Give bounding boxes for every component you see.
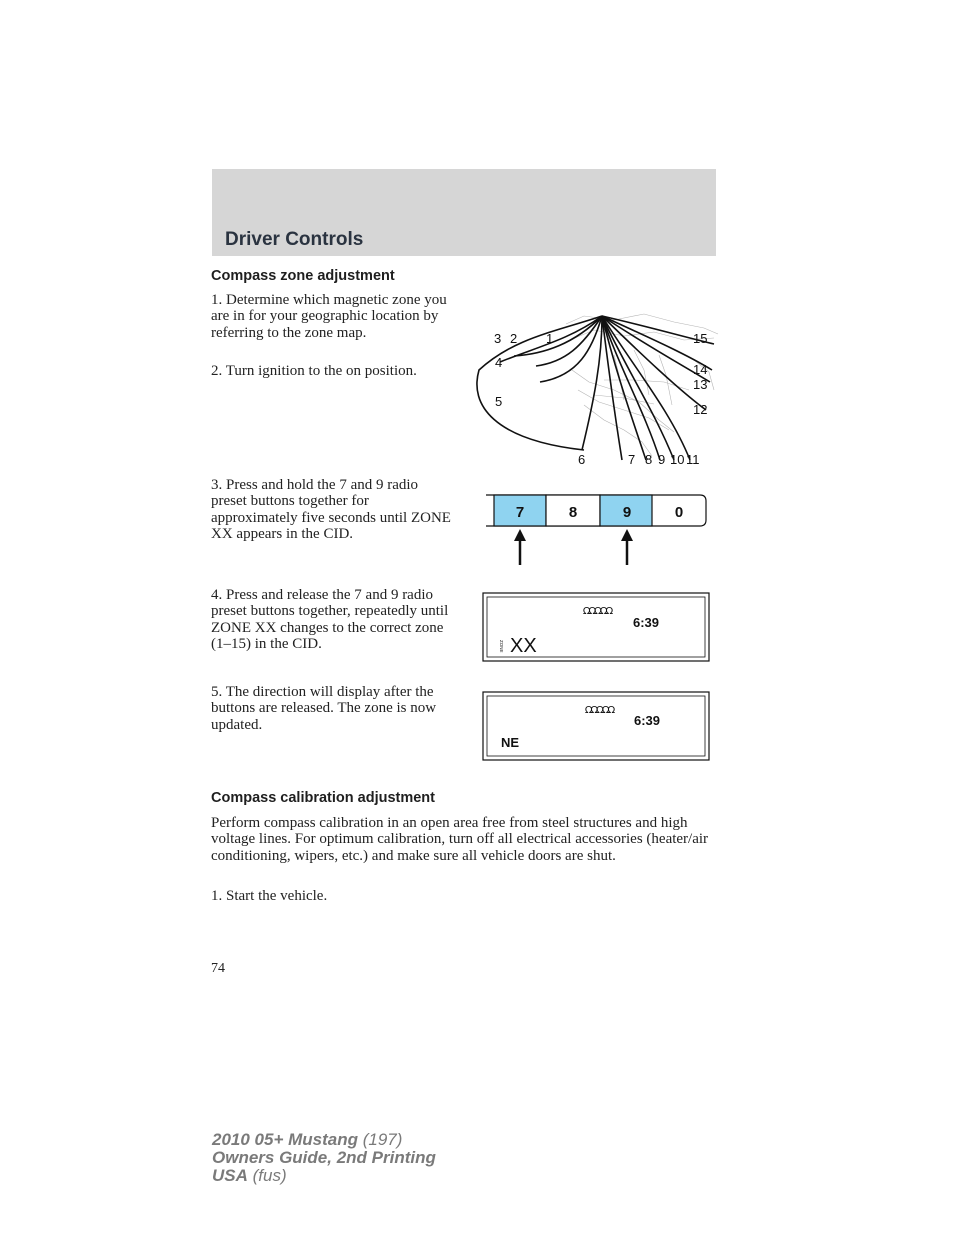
footer-model: 2010 05+ Mustang	[212, 1130, 358, 1149]
zone-label: 7	[628, 452, 636, 467]
section-heading-calibration: Compass calibration adjustment	[211, 790, 435, 806]
preset-label-7: 7	[515, 504, 525, 521]
zone-label: 5	[495, 394, 503, 409]
page-number: 74	[211, 961, 225, 976]
step-5: 5. The direction will display after the buttons are released. The zone is now updated.	[211, 684, 437, 733]
signal-indicator: ΩΩΩΩΩ	[582, 606, 612, 617]
zone-label: 12	[693, 402, 708, 417]
section-heading-zone: Compass zone adjustment	[211, 268, 395, 284]
cid-display-direction	[482, 691, 710, 761]
preset-label-9: 9	[622, 504, 632, 521]
footer-region: USA	[212, 1166, 248, 1185]
zone-label: 6	[578, 452, 586, 467]
signal-indicator: ΩΩΩΩΩ	[584, 705, 614, 716]
cid-time: 6:39	[634, 713, 661, 728]
zone-label: 10	[670, 452, 685, 467]
arrow-up-icon	[514, 529, 526, 565]
step-1: 1. Determine which magnetic zone you are in for your geographic location by referring to the zone map.	[211, 292, 447, 341]
footer-region-code: (fus)	[252, 1166, 287, 1185]
zone-label: 2	[510, 331, 518, 346]
calibration-paragraph: Perform compass calibration in an open area free from steel structures and high voltage lines. For optimum calibration, turn off all electrical accessories (heater/air conditioning, wipers, etc.) and make sure all vehicle doors are shut.	[211, 815, 709, 864]
zone-label: 13	[693, 377, 708, 392]
zone-label: 9	[658, 452, 666, 467]
preset-buttons-figure	[484, 492, 710, 572]
zone-label: 8	[645, 452, 653, 467]
calibration-step-1: 1. Start the vehicle.	[211, 888, 328, 904]
zone-caption: ZONE	[499, 640, 504, 653]
zone-label: 3	[494, 331, 502, 346]
zone-label: 15	[693, 331, 708, 346]
preset-label-0: 0	[674, 504, 684, 521]
cid-display-zone	[482, 592, 710, 662]
preset-label-8: 8	[568, 504, 578, 521]
zone-label: 14	[693, 362, 708, 377]
footer-model-code: (197)	[362, 1130, 403, 1149]
zone-label: 11	[686, 452, 700, 467]
footer	[212, 1131, 436, 1185]
page-title: Driver Controls	[225, 229, 364, 250]
arrow-up-icon	[621, 529, 633, 565]
step-3: 3. Press and hold the 7 and 9 radio preset buttons together for approximately five seconds until ZONE XX appears in the CID.	[211, 477, 451, 543]
footer-guide: Owners Guide, 2nd Printing	[212, 1148, 436, 1167]
direction-value: NE	[501, 735, 520, 750]
cid-time: 6:39	[633, 615, 660, 630]
zone-value: XX	[510, 635, 537, 657]
zone-map-figure	[474, 310, 720, 470]
step-4: 4. Press and release the 7 and 9 radio preset buttons together, repeatedly until ZONE XX changes to the correct zone (1–15) in the CID.	[211, 587, 449, 653]
step-2: 2. Turn ignition to the on position.	[211, 363, 417, 379]
zone-label: 1	[546, 331, 554, 346]
zone-label: 4	[495, 355, 503, 370]
